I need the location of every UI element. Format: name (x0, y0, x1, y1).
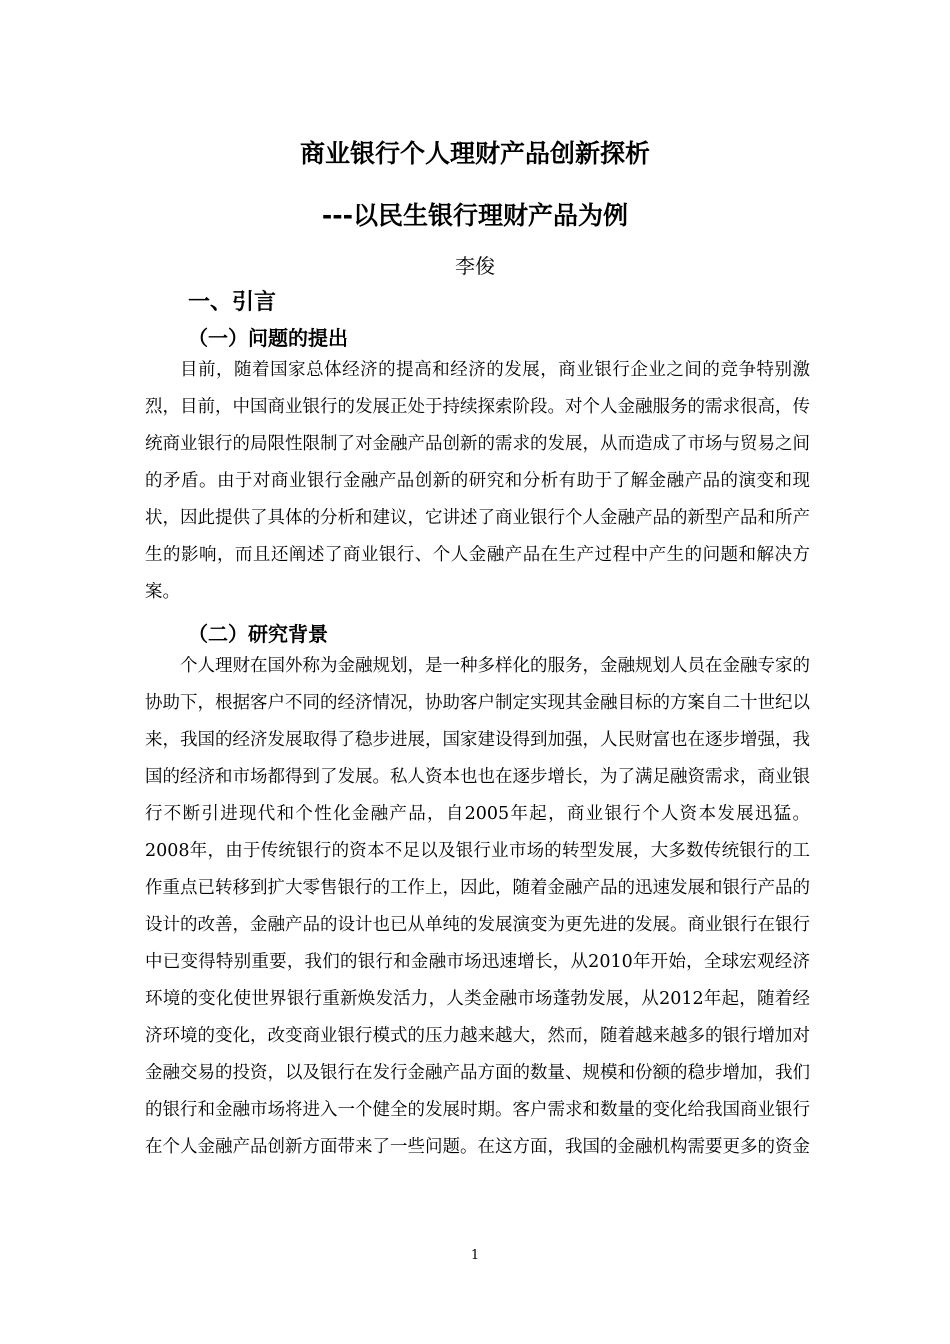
document-subtitle: ---以民生银行理财产品为例 (321, 201, 629, 230)
subsection-heading-problem: （一）问题的提出 (188, 326, 348, 350)
subsection-heading-background: （二）研究背景 (188, 622, 328, 646)
paragraph-problem: 目前，随着国家总体经济的提高和经济的发展，商业银行企业之间的竞争特别激烈，目前，中国商业银行的发展正处于持续探索阶段。对个人金融服务的需求很高，传统商业银行的局限性限制了对金融产品创新的需求的发展，从而造成了市场与贸易之间的矛盾。由于对商业银行金融产品创新的研究和分析有助于了解金融产品的演变和现状，因此提供了具体的分析和建议，它讲述了商业银行个人金融产品的新型产品和所产生的影响，而且还阐述了商业银行、个人金融产品在生产过程中产生的问题和解决方案。 (145, 360, 810, 602)
section-heading-introduction: 一、引言 (188, 290, 277, 315)
document-title: 商业银行个人理财产品创新探析 (299, 139, 650, 168)
page-number: 1 (470, 1248, 480, 1263)
paragraph-background: 个人理财在国外称为金融规划，是一种多样化的服务，金融规划人员在金融专家的协助下，根据客户不同的经济情况，协助客户制定实现其金融目标的方案自二十世纪以来，我国的经济发展取得了稳步进展，国家建设得到加强，人民财富也在逐步增强，我国的经济和市场都得到了发展。私人资本也也在逐步增长，为了满足融资需求，商业银行不断引进现代和个性化金融产品，自2005年起，商业银行个人资本发展迅猛。2008年，由于传统银行的资本不足以及银行业市场的转型发展，大多数传统银行的工作重点已转移到扩大零售银行的工作上，因此，随着金融产品的迅速发展和银行产品的设计的改善，金融产品的设计也已从单纯的发展演变为更先进的发展。商业银行在银行中已变得特别重要，我们的银行和金融市场迅速增长，从2010年开始，全球宏观经济环境的变化使世界银行重新焕发活力，人类金融市场蓬勃发展，从2012年起，随着经济环境的变化，改变商业银行模式的压力越来越大，然而，随着越来越多的银行增加对金融交易的投资，以及银行在发行金融产品方面的数量、规模和份额的稳步增加，我们的银行和金融市场将进入一个健全的发展时期。客户需求和数量的变化给我国商业银行在个人金融产品创新方面带来了一些问题。在这方面，我国的金融机构需要更多的资金 (145, 656, 810, 1157)
author-name: 李俊 (455, 254, 495, 278)
